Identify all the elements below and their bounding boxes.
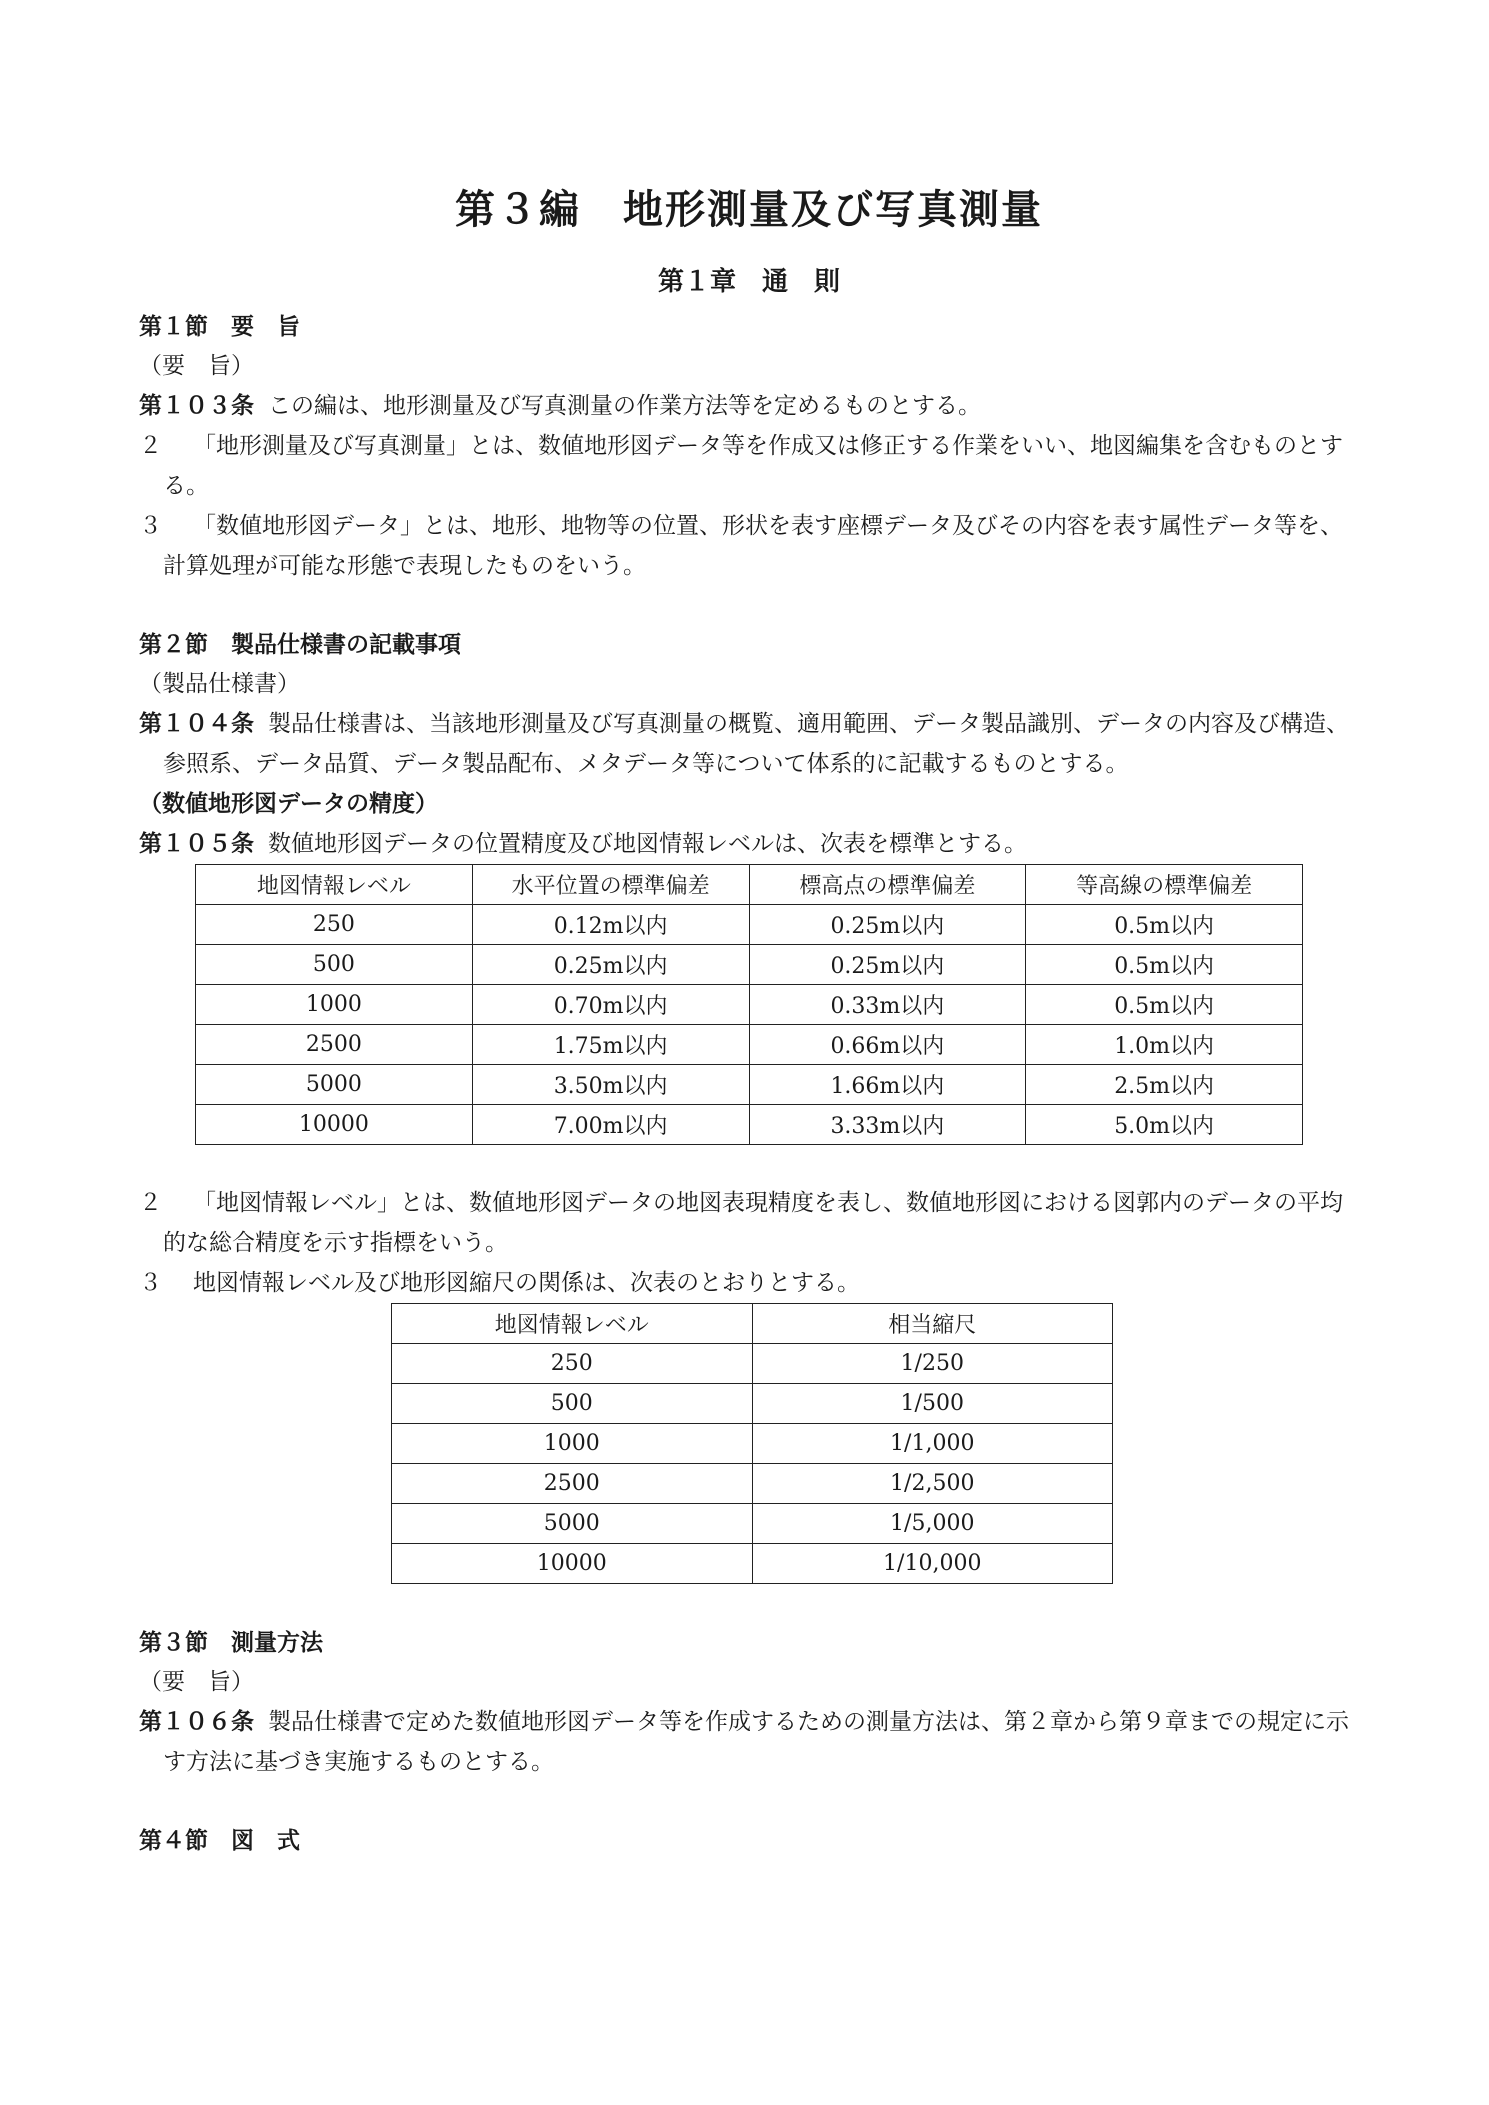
table-row xyxy=(196,1065,1303,1105)
table-cell: 7.00m以内 xyxy=(472,1105,749,1145)
section-heading-1: 第１節 要 旨 xyxy=(139,314,300,340)
table-cell: 250 xyxy=(196,905,473,945)
article-105-para-3 xyxy=(139,1263,1359,1303)
article-103-para-2 xyxy=(139,426,1359,506)
table-cell: 0.25m以内 xyxy=(749,945,1026,985)
table-cell: 3.50m以内 xyxy=(472,1065,749,1105)
section-heading-2: 第２節 製品仕様書の記載事項 xyxy=(139,632,461,658)
table-row xyxy=(392,1424,1113,1464)
table-cell: 0.5m以内 xyxy=(1026,985,1303,1025)
article-caption-103: （要 旨） xyxy=(139,353,254,379)
table-cell: 250 xyxy=(392,1344,753,1384)
table-row xyxy=(392,1464,1113,1504)
table-cell: 1000 xyxy=(196,985,473,1025)
table-header-cell: 地図情報レベル xyxy=(196,865,473,905)
article-number-106: 第１０６条 xyxy=(139,1709,254,1735)
scale-table xyxy=(391,1303,1113,1584)
article-caption-105: （数値地形図データの精度） xyxy=(139,791,438,817)
article-106 xyxy=(139,1702,1359,1782)
table-row xyxy=(392,1384,1113,1424)
table-cell: 0.25m以内 xyxy=(749,905,1026,945)
table-cell: 0.5m以内 xyxy=(1026,945,1303,985)
table-cell: 1.66m以内 xyxy=(749,1065,1026,1105)
table-cell: 2500 xyxy=(196,1025,473,1065)
accuracy-table xyxy=(195,864,1303,1145)
article-103 xyxy=(139,386,1359,426)
part-title: 第３編 地形測量及び写真測量 xyxy=(455,187,1043,233)
paragraph-text: 地図情報レベル及び地形図縮尺の関係は、次表のとおりとする。 xyxy=(193,1270,860,1296)
section-heading-3: 第３節 測量方法 xyxy=(139,1630,323,1656)
paragraph-text: 「数値地形図データ」とは、地形、地物等の位置、形状を表す座標データ及びその内容を表す属性データ等を、計算処理が可能な形態で表現したものをいう。 xyxy=(163,513,1343,579)
table-row xyxy=(392,1504,1113,1544)
table-header-cell: 等高線の標準偏差 xyxy=(1026,865,1303,905)
article-caption-106: （要 旨） xyxy=(139,1669,254,1695)
table-cell: 0.70m以内 xyxy=(472,985,749,1025)
paragraph-number: ３ xyxy=(139,1270,162,1296)
article-103-para-3 xyxy=(139,506,1359,586)
table-cell: 5000 xyxy=(392,1504,753,1544)
article-text-104: 製品仕様書は、当該地形測量及び写真測量の概覧、適用範囲、データ製品識別、データの内容及び構造、参照系、データ品質、データ製品配布、メタデータ等について体系的に記載するものとする。 xyxy=(163,711,1349,777)
chapter-title: 第１章 通 則 xyxy=(657,267,840,297)
table-cell: 0.66m以内 xyxy=(749,1025,1026,1065)
document-page xyxy=(139,180,1359,1860)
article-caption-104: （製品仕様書） xyxy=(139,671,300,697)
table-cell: 0.5m以内 xyxy=(1026,905,1303,945)
article-text-105: 数値地形図データの位置精度及び地図情報レベルは、次表を標準とする。 xyxy=(268,831,1027,857)
article-text-103: この編は、地形測量及び写真測量の作業方法等を定めるものとする。 xyxy=(268,393,981,419)
table-cell: 0.12m以内 xyxy=(472,905,749,945)
table-cell: 1/2,500 xyxy=(752,1464,1113,1504)
table-row xyxy=(392,1344,1113,1384)
table-row xyxy=(196,945,1303,985)
table-cell: 1000 xyxy=(392,1424,753,1464)
article-text-106: 製品仕様書で定めた数値地形図データ等を作成するための測量方法は、第２章から第９章までの規定に示す方法に基づき実施するものとする。 xyxy=(163,1709,1349,1775)
table-header-row xyxy=(392,1304,1113,1344)
table-cell: 3.33m以内 xyxy=(749,1105,1026,1145)
article-number-104: 第１０４条 xyxy=(139,711,254,737)
table-cell: 2.5m以内 xyxy=(1026,1065,1303,1105)
article-number-105: 第１０５条 xyxy=(139,831,254,857)
paragraph-number: ３ xyxy=(139,513,162,539)
table-row xyxy=(196,905,1303,945)
table-row xyxy=(392,1544,1113,1584)
table-header-cell: 相当縮尺 xyxy=(752,1304,1113,1344)
table-cell: 1/250 xyxy=(752,1344,1113,1384)
table-header-cell: 標高点の標準偏差 xyxy=(749,865,1026,905)
table-row xyxy=(196,985,1303,1025)
table-cell: 10000 xyxy=(196,1105,473,1145)
article-number-103: 第１０３条 xyxy=(139,393,254,419)
table-cell: 1.75m以内 xyxy=(472,1025,749,1065)
table-cell: 500 xyxy=(392,1384,753,1424)
table-cell: 5000 xyxy=(196,1065,473,1105)
section-heading-4: 第４節 図 式 xyxy=(139,1828,300,1854)
paragraph-number: ２ xyxy=(139,433,162,459)
table-cell: 0.33m以内 xyxy=(749,985,1026,1025)
table-cell: 1.0m以内 xyxy=(1026,1025,1303,1065)
article-104 xyxy=(139,704,1359,784)
paragraph-number: ２ xyxy=(139,1190,162,1216)
table-header-row xyxy=(196,865,1303,905)
article-105 xyxy=(139,824,1359,864)
table-cell: 1/5,000 xyxy=(752,1504,1113,1544)
table-cell: 1/10,000 xyxy=(752,1544,1113,1584)
table-cell: 0.25m以内 xyxy=(472,945,749,985)
table-cell: 500 xyxy=(196,945,473,985)
table-cell: 5.0m以内 xyxy=(1026,1105,1303,1145)
table-cell: 2500 xyxy=(392,1464,753,1504)
table-cell: 1/500 xyxy=(752,1384,1113,1424)
table-cell: 1/1,000 xyxy=(752,1424,1113,1464)
paragraph-text: 「地図情報レベル」とは、数値地形図データの地図表現精度を表し、数値地形図における図郭内のデータの平均的な総合精度を示す指標をいう。 xyxy=(163,1190,1343,1256)
paragraph-text: 「地形測量及び写真測量」とは、数値地形図データ等を作成又は修正する作業をいい、地図編集を含むものとする。 xyxy=(163,433,1343,499)
table-row xyxy=(196,1105,1303,1145)
article-105-para-2 xyxy=(139,1183,1359,1263)
table-cell: 10000 xyxy=(392,1544,753,1584)
table-row xyxy=(196,1025,1303,1065)
table-header-cell: 水平位置の標準偏差 xyxy=(472,865,749,905)
table-header-cell: 地図情報レベル xyxy=(392,1304,753,1344)
